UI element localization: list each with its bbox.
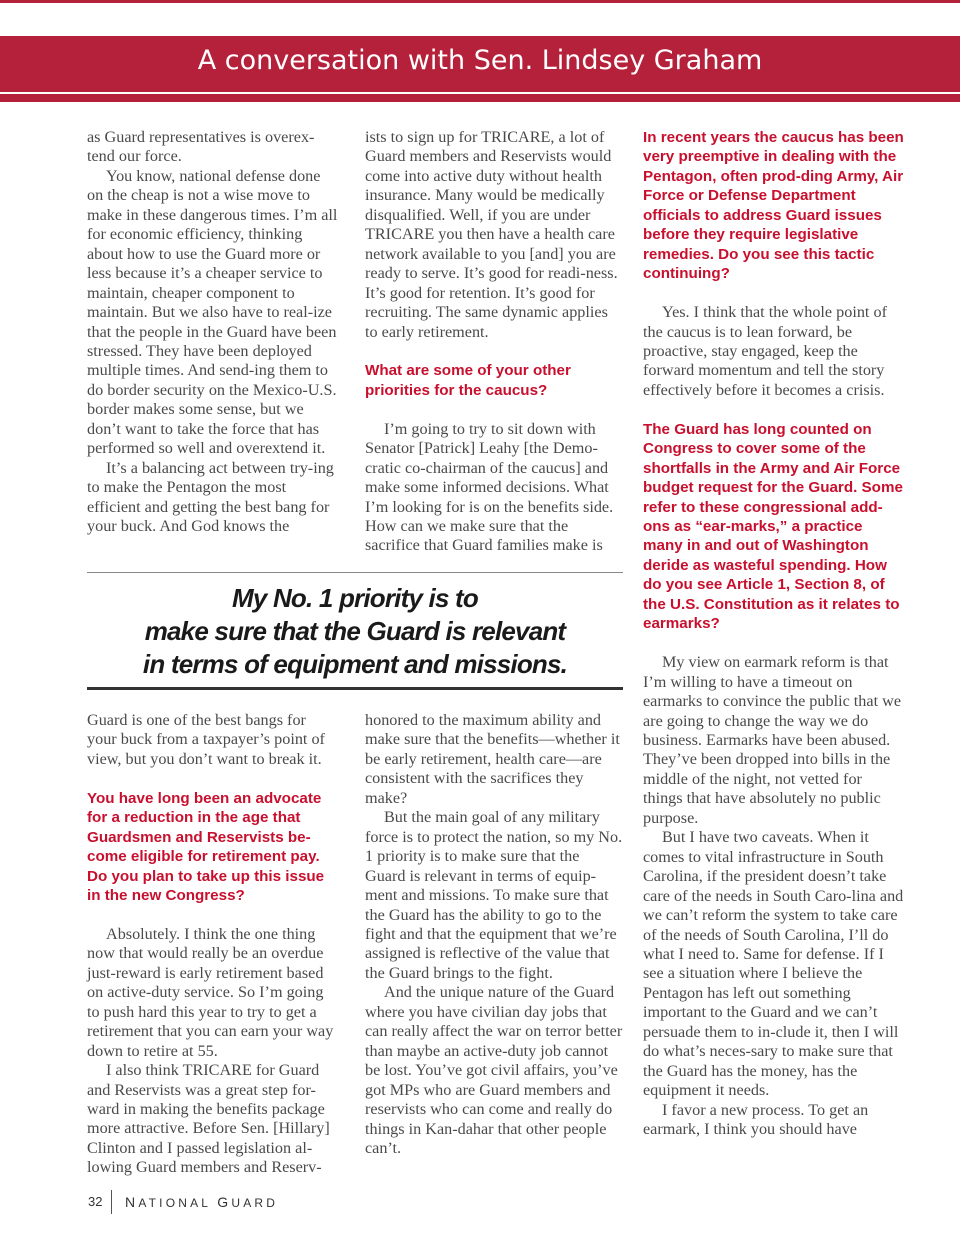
header-banner <box>0 36 960 102</box>
body-paragraph: ists to sign up for TRICARE, a lot of Guard members and Reservists would come into active duty without health insurance. Many would be medically disqualified. Well, if you are under TRICARE you then have a health care network available to you [and] you are ready to serve. It’s good for readi-ness. It’s good for retention. It’s good for recruiting. The same dynamic applies to early retirement. <box>365 128 618 341</box>
article-column-1 <box>87 128 339 537</box>
pull-quote-line: make sure that the Guard is relevant <box>144 616 566 646</box>
body-paragraph: My view on earmark reform is that I’m willing to have a timeout on earmarks to convince the public that we are going to change the way we do business. Earmarks have been abused. They’ve been dropped into bills in the middle of the night, not vetted for things that have absolutely no public purpose. <box>643 653 902 827</box>
interview-question: You have long been an advocate for a reduction in the age that Guardsmen and Reservists be-come eligible for retirement pay. Do you plan to take up this issue in the new Congress? <box>87 789 325 905</box>
pullquote-top-rule <box>87 572 623 573</box>
body-paragraph: Guard is one of the best bangs for your buck from a taxpayer’s point of view, but you don’t want to break it. <box>87 711 325 768</box>
magazine-name: NATIONAL GUARD <box>125 1194 279 1210</box>
interview-question: In recent years the caucus has been very preemptive in dealing with the Pentagon, often prod-ding Army, Air Force or Defense Department officials to address Guard issues before they require legislative remedies. Do you see this tactic continuing? <box>643 129 904 283</box>
pull-quote-line: My No. 1 priority is to <box>232 583 478 613</box>
article-column-3 <box>643 128 905 1140</box>
pull-quote-line: in terms of equipment and missions. <box>142 649 568 679</box>
body-paragraph: Yes. I think that the whole point of the caucus is to lean forward, be proactive, stay engaged, keep the forward momentum and tell the story effectively before it becomes a crisis. <box>643 303 887 399</box>
folio-divider <box>111 1190 112 1214</box>
body-paragraph: I’m going to try to sit down with Senator [Patrick] Leahy [the Demo-cratic co-chairman of the caucus] and make some informed decisions. What I’m looking for is on the benefits side. How can we make sure that the sacrifice that Guard families make is <box>365 419 614 555</box>
body-paragraph: I also think TRICARE for Guard and Reservists was a great step for-ward in making the benefits package more attractive. Before Sen. [Hillary] Clinton and I passed legislation al-lowing Guard members and Reserv- <box>87 1061 330 1177</box>
top-accent-line <box>0 0 960 3</box>
interview-question: What are some of your other priorities for the caucus? <box>365 362 571 399</box>
body-paragraph: But I have two caveats. When it comes to vital infrastructure in South Carolina, if the president doesn’t take care of the needs in South Caro-lina and we can’t reform the system to take care of the needs of South Carolina, I’ll do what I need to. Same for defense. If I see a situation where I believe the Pentagon has left out something important to the Guard and we can’t persuade them to in-clude it, then I will do what’s neces-sary to make sure that the Guard has the money, has the equipment it needs. <box>643 828 904 1100</box>
body-paragraph: And the unique nature of the Guard where you have civilian day jobs that can really affect the war on terror better than maybe an active-duty job cannot be lost. You’ve got civil affairs, you’ve got MPs who are Guard members and reservists who can come and really do things in Kan-dahar that other people can’t. <box>365 983 623 1157</box>
body-paragraph: honored to the maximum ability and make sure that the benefits—whether it be early retirement, health care—are consistent with the sacrifices they make? <box>365 711 620 807</box>
page-number: 32 <box>88 1194 103 1209</box>
pullquote-bottom-rule <box>87 687 623 690</box>
article-column-2 <box>365 128 623 556</box>
body-paragraph: as Guard representatives is overex-tend our force. <box>87 128 315 166</box>
page-title: A conversation with Sen. Lindsey Graham <box>197 45 763 76</box>
body-paragraph: You know, national defense done on the cheap is not a wise move to make in these dangerous times. I’m all for economic efficiency, thinking about how to use the Guard more or less because it’s a cheaper service to maintain, cheaper component to maintain. But we also have to real-ize that the people in the Guard have been stressed. They have been deployed multiple times. And send-ing them to do border security on the Mexico-U.S. border makes some sense, but we don’t want to take the force that has performed so well and overextend it. <box>87 166 338 458</box>
article-column-4 <box>87 711 339 1178</box>
banner-stripe <box>0 92 960 94</box>
body-paragraph: Absolutely. I think the one thing now that would really be an overdue just-reward is early retirement based on active-duty service. So I’m going to push hard this year to try to get a retirement that you can earn your way down to retire at 55. <box>87 924 334 1060</box>
interview-question: The Guard has long counted on Congress to cover some of the shortfalls in the Army and Air Force budget request for the Guard. Some refer to these congressional add-ons as “ear-marks,” a practice many in and out of Washington deride as wasteful spending. How do you see Article 1, Section 8, of the U.S. Constitution as it relates to earmarks? <box>643 420 903 633</box>
body-paragraph: But the main goal of any military force is to protect the nation, so my No. 1 priority is to make sure that the Guard is relevant in terms of equip-ment and missions. To make sure that the Guard has the ability to go to the fight and that the equipment that we’re assigned is reflective of the value that the Guard brings to the fight. <box>365 808 623 982</box>
body-paragraph: I favor a new process. To get an earmark, I think you should have <box>643 1100 869 1139</box>
pull-quote <box>87 582 623 681</box>
article-column-5 <box>365 711 623 1158</box>
body-paragraph: It’s a balancing act between try-ing to make the Pentagon the most efficient and getting the best bang for your buck. And God knows the <box>87 458 334 536</box>
